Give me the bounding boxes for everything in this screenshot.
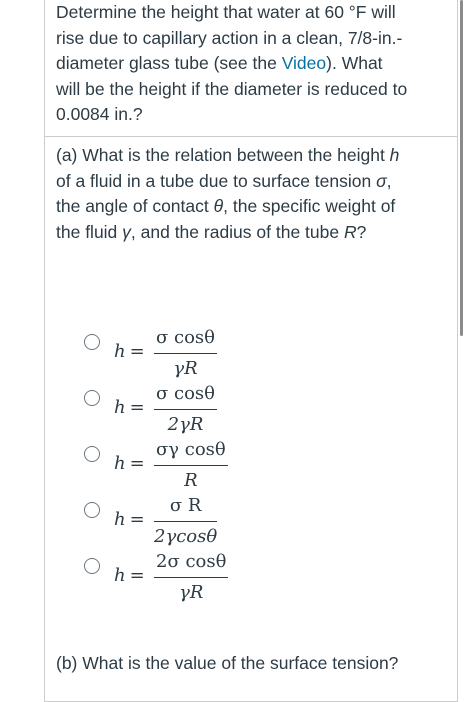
question-text <box>56 0 408 128</box>
option-1-lhs <box>114 341 145 362</box>
answer-option-5[interactable] <box>84 551 284 614</box>
option-2-fraction <box>154 382 217 437</box>
question-text-part-1: Determine the height that water at 60 °F will rise due to capillary action in a clean, 7/8-in.-diameter glass tube (see the <box>56 2 403 73</box>
part-a-text-5: , and the radius of the tube <box>130 221 344 242</box>
var-gamma: γ <box>122 221 131 242</box>
option-5-equals: = <box>129 565 145 586</box>
part-a-text-2: of a fluid in a tube due to surface tension <box>56 170 377 191</box>
option-1-fraction <box>154 326 217 381</box>
option-5-denominator: γR <box>179 582 204 604</box>
var-h: h <box>389 145 400 165</box>
part-a-text-1: (a) What is the relation between the height <box>56 145 390 165</box>
radio-button-2[interactable] <box>84 390 100 406</box>
radio-button-5[interactable] <box>84 558 100 574</box>
option-1-numerator: σ cosθ <box>156 327 216 348</box>
var-R: R <box>343 221 357 242</box>
option-1-h: h <box>114 341 126 362</box>
option-4-denominator: 2γcosθ <box>154 526 218 548</box>
var-theta: θ <box>213 196 224 216</box>
option-4-h: h <box>114 509 126 530</box>
option-4-equals: = <box>129 509 145 530</box>
part-a-text-4: , the specific weight of the fluid <box>56 196 396 242</box>
part-a-prompt <box>56 143 408 245</box>
option-3-numerator: σγ cosθ <box>156 439 226 460</box>
option-3-equals: = <box>129 453 145 474</box>
video-link[interactable]: Video <box>281 53 327 73</box>
radio-button-1[interactable] <box>84 334 100 350</box>
option-3-lhs <box>114 453 145 474</box>
option-2-numerator: σ cosθ <box>156 383 216 404</box>
option-5-numerator: 2σ cosθ <box>156 551 227 572</box>
radio-button-3[interactable] <box>84 446 100 462</box>
option-3-h: h <box>114 453 126 474</box>
option-4-numerator: σ R <box>169 495 202 516</box>
option-4-lhs <box>114 509 145 530</box>
option-2-denominator: 2γR <box>167 414 204 436</box>
part-a-text-3: , the angle of contact <box>56 170 392 216</box>
option-1-denominator: γR <box>173 358 198 380</box>
radio-button-4[interactable] <box>84 502 100 518</box>
option-2-equals: = <box>129 397 145 418</box>
option-5-fraction <box>154 550 228 605</box>
option-3-fraction <box>154 438 228 493</box>
scrollbar[interactable] <box>460 0 463 336</box>
option-1-equals: = <box>129 341 145 362</box>
option-2-lhs <box>114 397 145 418</box>
option-3-denominator: R <box>184 470 198 492</box>
part-a-text-6: ? <box>356 221 367 242</box>
part-b-prompt: (b) What is the value of the surface tension? <box>56 653 399 673</box>
option-5-h: h <box>114 565 126 586</box>
option-4-fraction <box>154 494 217 549</box>
option-5-lhs <box>114 565 145 586</box>
question-text-part-2: ). What will be the height if the diameter is reduced to 0.0084 in.? <box>56 53 408 124</box>
option-2-h: h <box>114 397 126 418</box>
var-sigma: σ <box>376 170 387 191</box>
section-divider <box>44 136 458 137</box>
